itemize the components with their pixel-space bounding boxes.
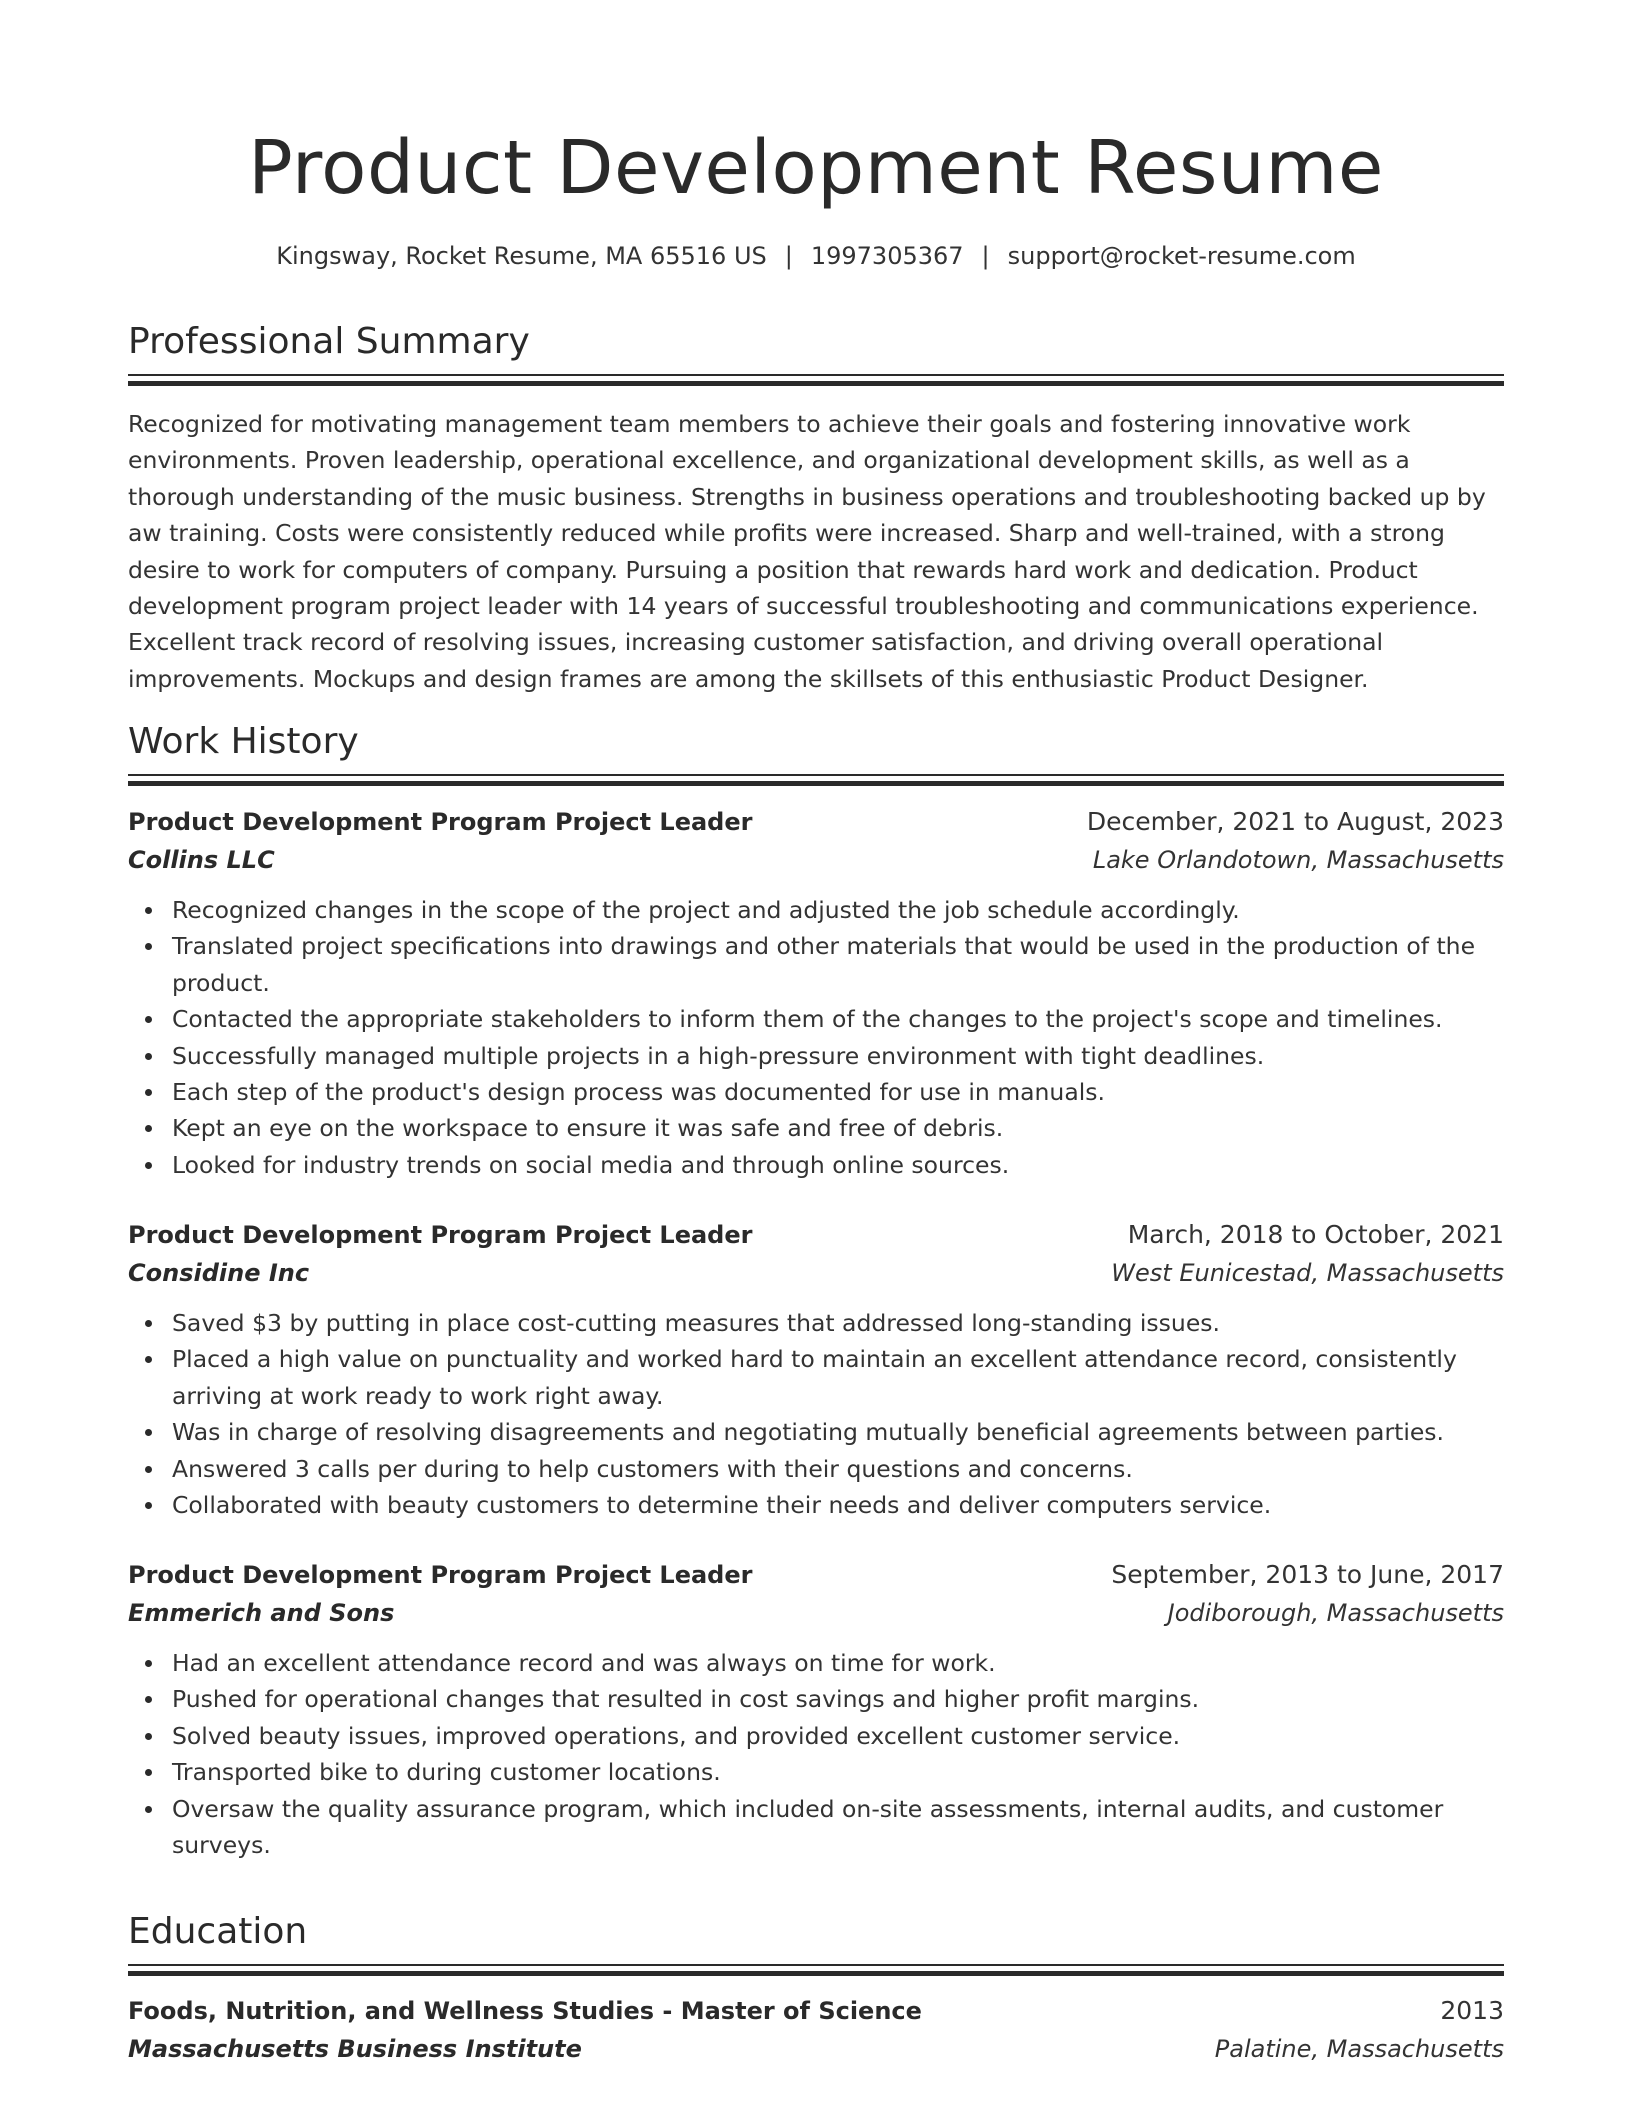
job-location: West Eunicestad, Massachusetts: [1111, 1259, 1504, 1287]
job-entry: [128, 1216, 1504, 1523]
job-header: [128, 1556, 1504, 1594]
job-header: [128, 1216, 1504, 1254]
job-entry: [128, 1556, 1504, 1863]
job-dates: September, 2013 to June, 2017: [1111, 1560, 1504, 1589]
job-dates: December, 2021 to August, 2023: [1086, 807, 1504, 836]
job-subheader: [128, 841, 1504, 879]
contact-address: Kingsway, Rocket Resume, MA 65516 US: [276, 242, 767, 270]
summary-text: Recognized for motivating management team members to achieve their goals and fostering innovative work environments. Proven leadership, operational excellence, and organizational development skills, as well as a thorough understanding of the music business. Strengths in business operations and troubleshooting backed up by aw training. Costs were consistently reduced while profits were increased. Sharp and well-trained, with a strong desire to work for computers of company. Pursuing a position that rewards hard work and dedication. Product development program project leader with 14 years of successful troubleshooting and communications experience. Excellent track record of resolving issues, increasing customer satisfaction, and driving overall operational improvements. Mockups and design frames are among the skillsets of this enthusiastic Product Designer.: [128, 410, 1486, 693]
job-bullet: Saved $3 by putting in place cost-cutting measures that addressed long-standing issues.: [128, 1305, 1504, 1341]
job-bullet: Collaborated with beauty customers to determine their needs and deliver computers service.: [128, 1487, 1504, 1523]
job-bullet-list: [128, 1305, 1504, 1523]
job-bullet: Answered 3 calls per during to help customers with their questions and concerns.: [128, 1451, 1504, 1487]
section-heading-education: Education: [128, 1911, 308, 1952]
contact-phone: 1997305367: [810, 242, 964, 270]
job-bullet: Contacted the appropriate stakeholders to inform them of the changes to the project's scope and timelines.: [128, 1001, 1504, 1037]
job-location: Jodiborough, Massachusetts: [1167, 1599, 1504, 1627]
contact-email: support@rocket-resume.com: [1007, 242, 1356, 270]
job-title: Product Development Program Project Leader: [128, 808, 753, 836]
job-bullet: Pushed for operational changes that resulted in cost savings and higher profit margins.: [128, 1681, 1504, 1717]
education-year: 2013: [1440, 1996, 1504, 2025]
education-header: [128, 1992, 1504, 2030]
job-location: Lake Orlandotown, Massachusetts: [1092, 846, 1504, 874]
section-heading-summary: Professional Summary: [128, 321, 530, 362]
job-bullet: Looked for industry trends on social media and through online sources.: [128, 1147, 1504, 1183]
job-title: Product Development Program Project Leader: [128, 1221, 753, 1249]
job-title: Product Development Program Project Leader: [128, 1561, 753, 1589]
job-subheader: [128, 1254, 1504, 1292]
job-bullet-list: [128, 892, 1504, 1183]
contact-line: [128, 238, 1504, 274]
job-company: Collins LLC: [128, 846, 275, 874]
job-bullet: Translated project specifications into drawings and other materials that would be used in the production of the product.: [128, 928, 1504, 1001]
job-company: Emmerich and Sons: [128, 1599, 395, 1627]
resume-title: Product Development Resume: [248, 125, 1384, 211]
contact-separator: |: [981, 242, 990, 270]
job-bullet: Had an excellent attendance record and was always on time for work.: [128, 1645, 1504, 1681]
job-bullet: Was in charge of resolving disagreements and negotiating mutually beneficial agreements between parties.: [128, 1414, 1504, 1450]
job-bullet: Recognized changes in the scope of the project and adjusted the job schedule accordingly.: [128, 892, 1504, 928]
job-bullet: Transported bike to during customer locations.: [128, 1754, 1504, 1790]
job-subheader: [128, 1594, 1504, 1632]
job-bullet: Kept an eye on the workspace to ensure it was safe and free of debris.: [128, 1110, 1504, 1146]
section-heading-work-history: Work History: [128, 721, 359, 762]
job-dates: March, 2018 to October, 2021: [1127, 1220, 1504, 1249]
job-bullet-list: [128, 1645, 1504, 1863]
education-entry: [128, 1992, 1504, 2068]
section-divider: [128, 774, 1504, 786]
job-bullet: Placed a high value on punctuality and worked hard to maintain an excellent attendance record, consistently arriving at work ready to work right away.: [128, 1341, 1504, 1414]
job-bullet: Solved beauty issues, improved operations, and provided excellent customer service.: [128, 1718, 1504, 1754]
job-company: Considine Inc: [128, 1259, 310, 1287]
education-location: Palatine, Massachusetts: [1214, 2035, 1504, 2063]
education-subheader: [128, 2030, 1504, 2068]
education-degree: Foods, Nutrition, and Wellness Studies - Master of Science: [128, 1997, 922, 2025]
job-header: [128, 803, 1504, 841]
contact-separator: |: [784, 242, 793, 270]
section-divider: [128, 1964, 1504, 1976]
job-entry: [128, 803, 1504, 1183]
education-school: Massachusetts Business Institute: [128, 2035, 582, 2063]
job-bullet: Each step of the product's design process was documented for use in manuals.: [128, 1074, 1504, 1110]
section-divider: [128, 374, 1504, 386]
job-bullet: Successfully managed multiple projects in a high-pressure environment with tight deadlines.: [128, 1038, 1504, 1074]
job-bullet: Oversaw the quality assurance program, which included on-site assessments, internal audits, and customer surveys.: [128, 1791, 1504, 1864]
